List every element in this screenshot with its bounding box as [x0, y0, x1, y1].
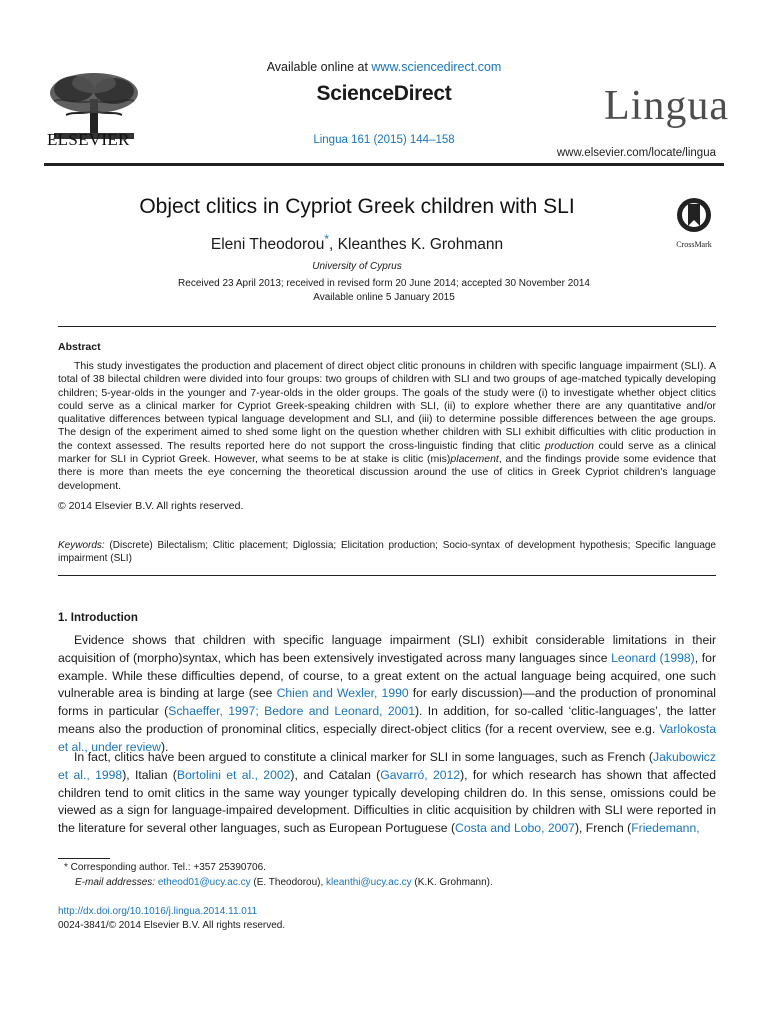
online-date: Available online 5 January 2015 — [313, 292, 455, 303]
citation-link[interactable]: Friedemann, — [631, 821, 700, 836]
citation-link[interactable]: Schaeffer, 1997; Bedore and Leonard, 2001 — [168, 704, 415, 719]
intro-paragraph-1 — [58, 632, 716, 757]
crossmark-label: CrossMark — [676, 240, 712, 249]
email-label: E-mail addresses: — [75, 877, 156, 888]
citation-link[interactable]: Costa and Lobo, 2007 — [455, 821, 575, 836]
abstract-italic-production: production — [544, 439, 594, 452]
email-link-2[interactable]: kleanthi@ucy.ac.cy — [326, 877, 412, 888]
received-dates: Received 23 April 2013; received in revised form 20 June 2014; accepted 30 November 2014 — [178, 278, 590, 289]
citation-link[interactable]: Jakubowicz et al., 1998 — [58, 750, 716, 782]
author-separator: , — [329, 236, 338, 254]
paragraph-text: Evidence shows that children with specific language impairment (SLI) exhibit considerable limitations in their acquisition of (morpho)syntax, which has been extensively investigated across many languages since — [58, 633, 716, 665]
citation-link[interactable]: Varlokosta et al., under review — [58, 721, 716, 754]
keywords-label: Keywords: — [58, 540, 105, 551]
paragraph-text: ), French ( — [574, 821, 632, 836]
abstract-top-rule — [58, 326, 716, 327]
publisher-name: ELSEVIER — [47, 130, 130, 149]
footnote-mark: * — [64, 862, 68, 873]
paragraph-text: , for example. While these difficulties depend, of course, to a great extent on the actual language being acquired, one such vulnerable area is binding at large (see — [58, 650, 716, 701]
abstract-copyright: © 2014 Elsevier B.V. All rights reserved. — [58, 500, 244, 512]
available-online-line — [0, 60, 768, 74]
abstract-bottom-rule — [58, 575, 716, 576]
corresponding-author-mark[interactable]: * — [324, 232, 330, 246]
journal-citation[interactable]: Lingua 161 (2015) 144–158 — [313, 134, 455, 146]
paragraph-text: ). In addition, for so-called ‘clitic-languages’, the latter means also the production of pronominal clitics, especially direct-object clitics (for a recent overview, see e.g. — [58, 704, 717, 736]
affiliation: University of Cyprus — [312, 261, 402, 272]
journal-url[interactable]: www.elsevier.com/locate/lingua — [556, 147, 716, 159]
paragraph-text: ). — [160, 739, 169, 754]
header-rule — [44, 163, 724, 166]
citation-link[interactable]: Leonard (1998) — [611, 650, 695, 665]
intro-paragraph-2 — [58, 749, 716, 838]
email-owner-1: (E. Theodorou), — [250, 877, 327, 888]
keywords — [58, 539, 716, 566]
doi-link[interactable]: http://dx.doi.org/10.1016/j.lingua.2014.11.011 — [58, 906, 258, 917]
footnote-emails — [75, 877, 493, 888]
abstract-text-1: This study investigates the production and placement of direct object clitic pronouns in children with specific language impairment (SLI). A total of 38 bilectal children were divided into four groups: two groups of children with SLI and two groups of age-matched typically developing children; 5-year-olds in the younger and 7-year-olds in the older groups. The goals of the study were (i) to investigate whether object clitics could serve as a clinical marker for Cypriot Greek-speaking children with SLI, (ii) to explore whether there are any quantitative and/or qualitative differences between typical language development and SLI, and (iii) to determine possible differences between the age groups. The design of the experiment aimed to shed some light on the question whether children with SLI exhibit difficulties with clitic production in the context assessed. The results reported here do not support the cross-linguistic finding that clitic — [58, 360, 716, 452]
abstract-text-2: could serve as a clinical marker for SLI in Cypriot Greek. However, what seems to be at stake is clitic (mis) — [58, 439, 716, 466]
paragraph-text: In fact, clitics have been argued to constitute a clinical marker for SLI in some languages, such as French ( — [74, 750, 653, 764]
crossmark-icon — [672, 196, 716, 236]
citation-link[interactable]: Bortolini et al., 2002 — [176, 767, 291, 782]
abstract-text-3: , and the findings provide some evidence that there is more than meets the eye concerning the theoretical discussion around the use of clitics in Greek Cypriot children's language development. — [58, 453, 716, 492]
email-link-1[interactable]: etheod01@ucy.ac.cy — [157, 877, 251, 888]
sciencedirect-link[interactable]: www.sciencedirect.com — [371, 60, 502, 74]
paragraph-text: ), for which research has shown that affected children tend to omit clitics in the same way younger typically developing children do. In this sense, omissions could be viewed as a sign for language-impaired development. Difficulties in clitic acquisition by children with SLI were reported in the literature for several other languages, such as European Portuguese ( — [58, 767, 716, 836]
abstract-heading: Abstract — [58, 341, 101, 353]
email-owner-2: (K.K. Grohmann). — [411, 877, 493, 888]
section-heading: 1. Introduction — [58, 612, 138, 624]
paragraph-text: ), and Catalan ( — [290, 767, 381, 782]
author-1: Eleni Theodorou — [210, 236, 325, 254]
keywords-list: (Discrete) Bilectalism; Clitic placement; Diglossia; Elicitation production; Socio-syntax of development hypothesis; Specific language impairment (SLI) — [58, 540, 716, 565]
paragraph-text: for early discussion)—and the production of pronominal forms in particular ( — [58, 686, 716, 719]
article-title: Object clitics in Cypriot Greek children with SLI — [139, 195, 575, 218]
available-prefix: Available online at — [266, 60, 372, 74]
author-2: Kleanthes K. Grohmann — [337, 236, 504, 254]
crossmark-badge[interactable] — [672, 196, 716, 248]
footnote-corresponding — [64, 862, 266, 873]
sciencedirect-logo: ScienceDirect — [316, 82, 452, 105]
paragraph-text: ), Italian ( — [122, 767, 177, 782]
citation-link[interactable]: Chien and Wexler, 1990 — [276, 686, 409, 701]
abstract-body — [58, 360, 716, 493]
journal-logo: Lingua — [604, 83, 729, 129]
footnote-rule — [58, 858, 110, 859]
footnote-corresponding-text: Corresponding author. Tel.: +357 25390706. — [67, 862, 266, 873]
citation-link[interactable]: Gavarró, 2012 — [380, 767, 461, 782]
author-line — [0, 232, 714, 254]
issn-copyright: 0024-3841/© 2014 Elsevier B.V. All rights reserved. — [58, 920, 286, 931]
abstract-italic-placement: placement — [450, 453, 499, 466]
